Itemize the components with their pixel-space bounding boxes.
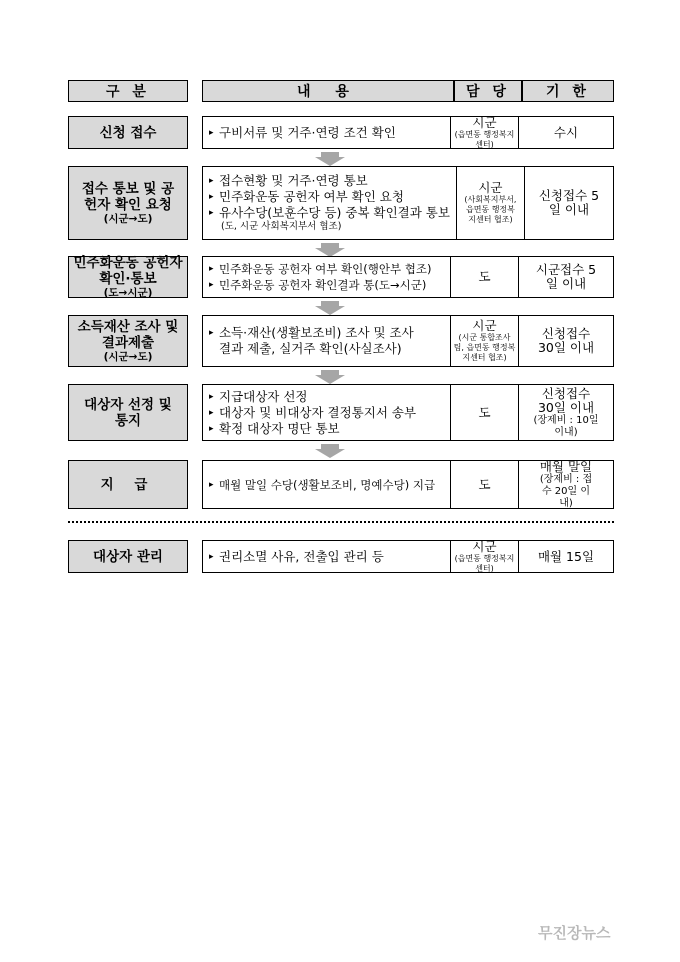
category-label: 소득재산 조사 및 결과제출 (77, 318, 179, 351)
note: (도, 시군 사회복지부서 협조) (221, 221, 342, 232)
deadline-sub: (장제비 : 접수 20일 이내) (539, 473, 593, 509)
row-content (202, 166, 614, 240)
row-category (68, 315, 188, 367)
deadline-label: 신청접수 30일 이내 (537, 385, 595, 415)
row-content (202, 540, 614, 573)
deadline-cell (519, 385, 613, 440)
category-label: 신청 접수 (99, 124, 157, 141)
deadline-label: 시군접수 5일 이내 (535, 262, 597, 291)
list-item: ▸ 매월 말일 수당(생활보조비, 명예수당) 지급 (209, 477, 444, 493)
charge-cell (451, 385, 519, 440)
category-sub: (시군→도) (103, 350, 153, 363)
deadline-label: 매월 말일 (539, 458, 593, 474)
deadline-label: 매월 15일 (537, 548, 595, 564)
dotted-divider (68, 521, 614, 523)
category-label: 지 급 (100, 476, 156, 493)
deadline-label: 수시 (553, 124, 579, 140)
list-item: ▸ 유사수당(보훈수당 등) 중복 확인결과 통보 (209, 205, 450, 221)
charge-label: 시군 (472, 114, 497, 130)
row-content (202, 315, 614, 367)
charge-cell (457, 167, 525, 239)
deadline-cell (519, 117, 613, 148)
deadline-cell (525, 167, 613, 239)
charge-sub: (읍면동 행정복지센터) (454, 129, 515, 149)
category-sub: (시군→도) (103, 212, 153, 225)
charge-label: 도 (478, 404, 491, 420)
deadline-label: 신청접수 5일 이내 (538, 188, 600, 217)
header-content: 내 용 (202, 80, 454, 102)
charge-label: 시군 (478, 180, 503, 195)
deadline-cell (519, 257, 613, 297)
list-item: ▸ 접수현황 및 거주·연령 통보 (209, 173, 450, 189)
category-label: 접수 통보 및 공헌자 확인 요청 (81, 180, 175, 213)
down-arrow-icon (315, 370, 345, 384)
deadline-sub: (장제비 : 10일 이내) (533, 414, 599, 438)
category-sub: (도→시군) (103, 286, 153, 299)
deadline-cell (519, 316, 613, 366)
down-arrow-icon (315, 301, 345, 315)
down-arrow-icon (315, 152, 345, 166)
row-category (68, 166, 188, 240)
deadline-cell (519, 541, 613, 572)
down-arrow-icon (315, 243, 345, 257)
category-label: 대상자 관리 (93, 548, 163, 565)
row-category (68, 256, 188, 298)
deadline-cell (519, 458, 613, 509)
row-content (202, 116, 614, 149)
charge-cell (451, 461, 519, 508)
charge-cell (451, 538, 519, 573)
list-item: ▸ 소득·재산(생활보조비) 조사 및 조사 (209, 325, 444, 341)
list-item: ▸ 민주화운동 공헌자 확인결과 통(도→시군) (209, 277, 444, 293)
list-item: ▸ 민주화운동 공헌자 여부 확인(행안부 협조) (209, 261, 444, 277)
row-category (68, 540, 188, 573)
list-item: ▸ 구비서류 및 거주·연령 조건 확인 (209, 125, 444, 141)
row-category (68, 384, 188, 441)
charge-cell (451, 316, 519, 366)
row-category (68, 116, 188, 149)
list-item: ▸ 민주화운동 공헌자 여부 확인 요청 (209, 189, 450, 205)
charge-sub: (사회복지부서, 읍면동 행정복지센터 협조) (464, 195, 517, 224)
list-item: 결과 제출, 실거주 확인(사실조사) (219, 341, 402, 356)
charge-label: 도 (478, 269, 491, 284)
charge-label: 도 (478, 476, 491, 492)
row-content (202, 256, 614, 298)
charge-label: 시군 (472, 538, 497, 554)
row-category (68, 460, 188, 509)
row-content (202, 384, 614, 441)
row-content (202, 460, 614, 509)
category-label: 민주화운동 공헌자 확인·통보 (73, 254, 183, 287)
list-item: ▸ 확정 대상자 명단 통보 (209, 421, 444, 437)
header-deadline: 기 한 (522, 80, 614, 102)
category-label: 대상자 선정 및 통지 (84, 396, 172, 429)
down-arrow-icon (315, 444, 345, 458)
charge-cell (451, 257, 519, 297)
list-item: ▸ 대상자 및 비대상자 결정통지서 송부 (209, 405, 444, 421)
charge-sub: (읍면동 행정복지센터) (454, 553, 515, 573)
deadline-label: 신청접수 30일 이내 (537, 326, 595, 355)
list-item: ▸ 지급대상자 선정 (209, 389, 444, 405)
header-charge: 담 당 (454, 80, 522, 102)
charge-cell (451, 114, 519, 149)
charge-label: 시군 (472, 318, 497, 333)
header-category: 구 분 (68, 80, 188, 102)
charge-sub: (시군 통합조사팀, 읍면동 행정복지센터 협조) (453, 333, 516, 362)
list-item: ▸ 권리소멸 사유, 전출입 관리 등 (209, 549, 444, 565)
watermark-logo: 무진장뉴스 (538, 924, 611, 942)
